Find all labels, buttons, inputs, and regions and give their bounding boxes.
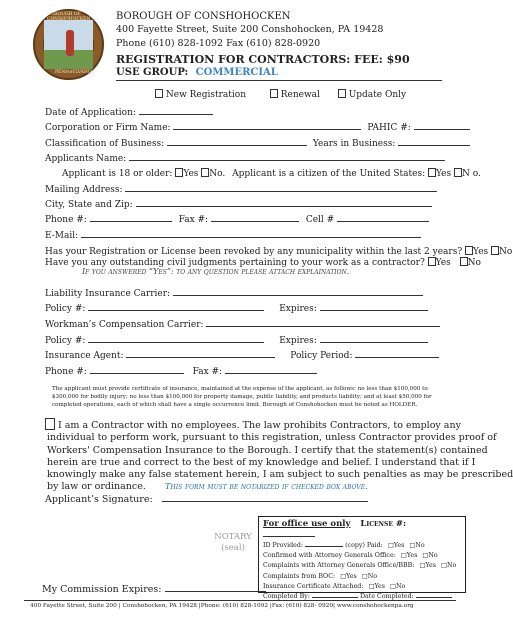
notary-label: NOTARY [214,532,252,542]
corporation-row [45,122,470,133]
expires-label-1: Expires: [279,304,317,314]
completed-by-field[interactable] [312,592,358,598]
use-group [116,68,278,78]
certificate-label: Insurance Certificate Attached: [263,582,364,590]
office-row-attorney: Confirmed with Attorney Generals Office: □Yes □No [263,552,438,560]
statement-line: knowingly make any false statement herein, I am subject to such penalties as may be prescribed [47,469,513,481]
policy-field-2[interactable] [88,335,264,343]
age-no-label: No. [209,169,226,179]
age-question: Applicant is 18 or older: [62,169,173,179]
policy-label-1: Policy #: [45,304,86,314]
policy-label-2: Policy #: [45,336,86,346]
seal-label: (seal) [221,543,245,553]
paid-no[interactable]: No [415,542,425,549]
carrier-label: Liability Insurance Carrier: [45,289,171,299]
revoked-no-label: No [499,247,513,257]
completed-by-label: Completed By: [263,593,310,601]
revoked-row [45,246,512,257]
fax-field[interactable] [211,214,299,222]
judgments-no-checkbox[interactable] [460,257,468,266]
statement-line: I am a Contractor with no employees. The law prohibits Contractors, to employ any [58,420,461,431]
id-provided-label: ID Provided: [263,542,304,549]
mailing-label: Mailing Address: [45,185,123,195]
complaints-label: Complaints with Attorney Generals Office/BBB: [263,562,415,570]
policy-period-field[interactable] [355,350,439,358]
statement-line: individual to perform work, pursuant to this registration, unless Contractor provides proof of [47,432,497,444]
registration-type [155,89,406,100]
use-group-value: COMMERCIAL [195,67,278,78]
new-registration-checkbox[interactable] [155,89,163,98]
revoked-no-checkbox[interactable] [491,246,499,255]
fax-label: Fax #: [178,215,209,225]
insurance-fine-print [52,385,432,409]
date-of-application-label: Date of Application: [45,108,136,118]
revoked-yes-checkbox[interactable] [465,246,473,255]
footer-text: 400 Fayette Street, Suite 200 | Conshohocken, PA 19428 |Phone: (610) 828-1092 |Fax: (610) 828- 0920| www.conshohockenpa.org [30,603,414,609]
expires-field-2[interactable] [320,335,428,343]
applicants-name-row [45,153,445,164]
commission-label: My Commission Expires: [42,584,162,595]
attorney-yes[interactable]: Yes [406,552,418,560]
attorney-no[interactable]: No [428,552,438,560]
date-of-application-field[interactable] [139,107,213,115]
office-use-box [258,516,466,601]
office-rows [263,541,461,602]
license-field[interactable] [263,529,315,537]
cell-field[interactable] [337,214,429,222]
seal-center [43,19,94,70]
attorney-label: Confirmed with Attorney Generals Office: [263,552,396,560]
office-row-certificate: Insurance Certificate Attached: □Yes □No [263,582,406,590]
agent-phone-label: Phone #: [45,367,87,377]
commission-row [42,584,266,595]
years-field[interactable] [398,138,470,146]
expires-field-1[interactable] [320,303,428,311]
boc-yes[interactable]: Yes [346,572,357,580]
form-title: REGISTRATION FOR CONTRACTORS: FEE: $90 [116,53,410,66]
workmans-field[interactable] [206,319,440,327]
update-only-checkbox[interactable] [338,89,346,98]
statement-line: Workers' Compensation Insurance to the Borough. I certify that the statement(s) contained [47,444,488,456]
email-field[interactable] [81,230,421,238]
seal-top-text: BOROUGH OF CONSHOHOCKEN [47,12,91,22]
statement-line: by law or ordinance. [47,481,146,493]
cell-label: Cell # [305,215,335,225]
id-provided-field[interactable] [305,541,343,547]
city-row [45,199,432,210]
footer-rule [24,600,456,601]
office-row-boc: Complaints from BOC: □Yes □No [263,572,377,580]
policy-field-1[interactable] [88,303,264,311]
signature-row [45,494,368,505]
phone-label: Phone #: [45,215,87,225]
workmans-row [45,319,440,330]
pahic-label: PAHIC #: [367,123,411,133]
carrier-row [45,288,423,299]
classification-row [45,138,470,149]
office-row-id: ID Provided: (copy) Paid: □Yes □No [263,542,425,549]
citizen-yes-label: Yes [436,169,452,179]
agent-phone-row [45,366,317,377]
expires-label-2: Expires: [279,336,317,346]
renewal-label: Renewal [280,90,320,100]
office-title-row [263,520,461,539]
date-of-application-row [45,107,213,118]
fine-print-line: The applicant must provide certificate of insurance, maintained at the expense of the applicant, as follows: no less than $100,000 to [52,386,428,392]
header-rule [116,80,442,81]
years-label: Years in Business: [312,139,396,149]
notarize-note: This form must be notarized if checked box above. [164,482,368,493]
contractor-statement [47,420,513,494]
email-label: E-Mail: [45,231,79,241]
agent-field[interactable] [126,350,275,358]
city-field[interactable] [136,199,432,207]
judgments-question: Have you any outstanding civil judgments pertaining to your work as a contractor? [45,258,425,268]
borough-seal [33,9,104,80]
org-phone: Phone (610) 828-1092 Fax (610) 828-0920 [116,38,321,49]
workmans-label: Workman’s Compensation Carrier: [45,320,204,330]
classification-field[interactable] [167,138,307,146]
applicants-name-field[interactable] [129,153,445,161]
judgments-yes-label: Yes [435,258,451,268]
date-completed-label: Date Completed: [359,593,414,601]
explanation-note: If you answered “Yes”: to any question please attach explaination. [82,267,350,276]
date-completed-field[interactable] [416,592,452,598]
seal-bottom-text: PENNSYLVANIA [55,70,93,75]
mailing-row [45,184,437,195]
agent-row [45,350,439,361]
judgments-yes-checkbox[interactable] [428,257,436,266]
citizen-no-checkbox[interactable] [454,168,462,177]
pahic-field[interactable] [414,122,470,130]
email-row [45,230,421,241]
phone-field[interactable] [90,214,172,222]
classification-label: Classification of Business: [45,139,165,149]
agent-fax-field[interactable] [225,366,317,374]
carrier-field[interactable] [173,288,423,296]
mailing-field[interactable] [125,184,437,192]
citizen-yes-checkbox[interactable] [428,168,436,177]
statement-line: herein are true and correct to the best of my knowledge and belief. I understand that if I [47,456,476,468]
policy-period-label: Policy Period: [290,351,353,361]
signature-field[interactable] [162,494,368,502]
complaints-yes[interactable]: Yes [425,562,436,570]
policy-row-1 [45,303,428,314]
renewal-checkbox[interactable] [270,89,278,98]
citizen-no-label: N o. [462,169,481,179]
corporation-field[interactable] [173,122,361,130]
statement-last-line [47,481,513,493]
revoked-question: Has your Registration or License been revoked by any municipality within the last 2 years? [45,247,463,257]
applicants-name-label: Applicants Name: [45,154,127,164]
notary-seal-area [213,532,253,554]
fine-print-line: completed operations, each of which shall have a single occurrence limit. Borough of Conshohocken must be noted as HOLDER. [52,402,418,408]
revoked-yes-label: Yes [473,247,489,257]
phone-row [45,214,429,225]
complaints-no[interactable]: No [446,562,457,570]
citizen-question: Applicant is a citizen of the United States: [232,169,426,179]
signature-label: Applicant’s Signature: [45,494,153,505]
certificate-yes[interactable]: Yes [374,582,386,590]
policy-row-2 [45,335,428,346]
agent-fax-label: Fax #: [192,367,223,377]
license-label: License #: [360,519,407,529]
new-registration-label: New Registration [165,90,246,100]
corporation-label: Corporation or Firm Name: [45,123,171,133]
office-title: For office use only [263,519,351,529]
update-only-label: Update Only [348,90,407,100]
agent-label: Insurance Agent: [45,351,124,361]
boc-label: Complaints from BOC: [263,572,336,580]
copy-paid-label: (copy) Paid: [345,542,383,549]
judgments-no-label: No [467,258,481,268]
agent-phone-field[interactable] [90,366,184,374]
certificate-no[interactable]: No [395,582,406,590]
use-group-label: USE GROUP: [116,67,189,78]
paid-yes[interactable]: Yes [393,542,405,549]
org-address: 400 Fayette Street, Suite 200 Conshohocken, PA 19428 [116,24,384,35]
org-name: BOROUGH OF CONSHOHOCKEN [116,11,291,22]
age-citizen-row [62,168,481,179]
boc-no[interactable]: No [367,572,377,580]
fine-print-line: $300,000 for bodily injury; no less than $100,000 for property damage, public liability, and products liability; and at least $50,000 for [52,394,432,400]
office-row-complaints: Complaints with Attorney Generals Office/BBB: □Yes □No [263,562,457,570]
age-yes-label: Yes [183,169,199,179]
commission-field[interactable] [165,584,266,592]
city-label: City, State and Zip: [45,200,133,210]
